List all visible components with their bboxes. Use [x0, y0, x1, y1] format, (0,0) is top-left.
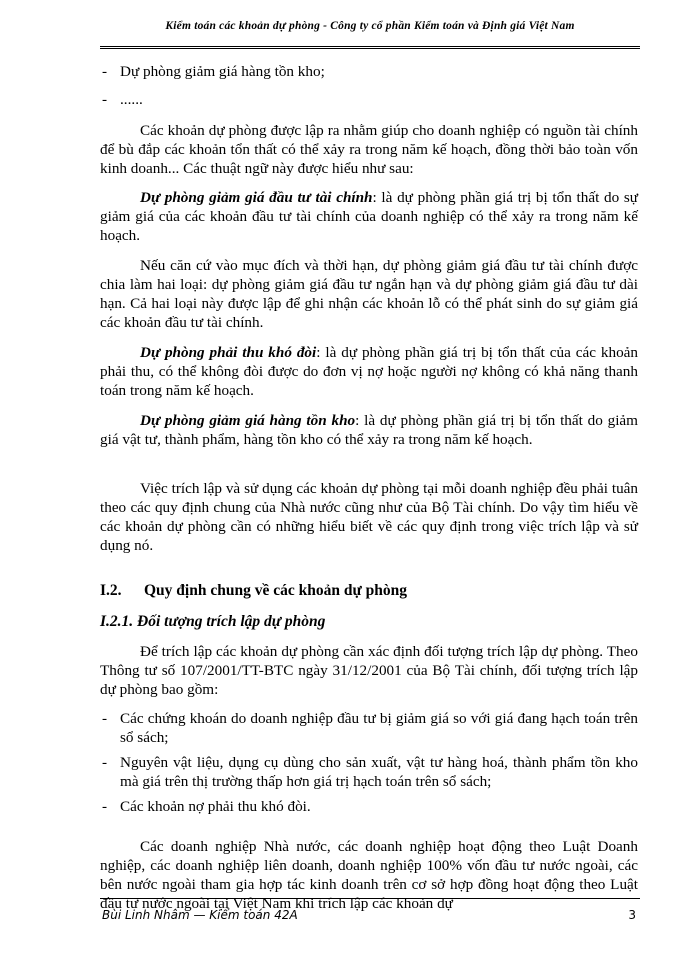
paragraph-usage: Việc trích lập và sử dụng các khoản dự phòng tại mỗi doanh nghiệp đều phải tuân theo các quy định chung của Nhà nước cũng như của Bộ Tài chính. Do vậy tìm hiểu về các khoản dự phòng cần có những hiểu biết về các quy định trong việc trích lập và sử dụng nó. [100, 480, 638, 554]
definition-text: : là dự phòng phần giá trị bị tổn thất của các khoản phải thu, có thể không đòi được do đơn vị nợ hoặc người nợ không có khả năng thanh toán trong năm kế hoạch. [100, 344, 638, 399]
list-item: - Các khoản nợ phải thu khó đòi. [100, 797, 638, 816]
definition-text: : là dự phòng phần giá trị bị tổn thất do sự giảm giá của các khoản đầu tư tài chính của doanh nghiệp có thể xảy ra trong năm kế hoạch. [100, 189, 639, 244]
term-inventory: Dự phòng giảm giá hàng tồn kho [140, 412, 356, 429]
paragraph-subjects: Để trích lập các khoản dự phòng cần xác định đối tượng trích lập dự phòng. Theo Thông tư số 107/2001/TT-BTC ngày 31/12/2001 của Bộ Tài chính, đối tượng trích lập dự phòng bao gồm: [100, 643, 638, 698]
definition-text: : là dự phòng phần giá trị bị tổn thất do giảm giá vật tư, thành phẩm, hàng tồn kho có thể xảy ra trong năm kế hoạch. [100, 412, 638, 448]
section-number: I.2. [100, 582, 122, 599]
term-investment: Dự phòng giảm giá đầu tư tài chính [140, 189, 373, 206]
list-item: - Các chứng khoán do doanh nghiệp đầu tư bị giảm giá so với giá đang hạch toán trên sổ sách; [100, 709, 638, 747]
page-footer [100, 898, 640, 923]
paragraph-last: Các doanh nghiệp Nhà nước, các doanh nghiệp hoạt động theo Luật Doanh nghiệp, các doanh nghiệp liên doanh, doanh nghiệp 100% vốn đầu tư nước ngoài, các bên nước ngoài tham gia hợp tác kinh doanh trên cơ sở hợp đồng hoạt động theo Luật đầu tư nước ngoài tại Việt Nam khi trích lập các khoản dự [100, 838, 638, 912]
subsection-heading: I.2.1. Đối tượng trích lập dự phòng [100, 613, 326, 630]
definition-investment [100, 188, 638, 245]
page-number: 3 [628, 908, 636, 922]
bullet-item: - ...... [100, 90, 638, 109]
footer-author: Bùi Linh Nhâm — Kiểm toán 42A [102, 908, 298, 922]
page-header [100, 12, 640, 49]
section-heading [100, 581, 638, 600]
bullet-item: - Dự phòng giảm giá hàng tồn kho; [100, 62, 638, 81]
paragraph-intro: Các khoản dự phòng được lập ra nhằm giúp cho doanh nghiệp có nguồn tài chính để bù đắp các khoản tổn thất có thể xảy ra trong năm kế hoạch, đồng thời bảo toàn vốn kinh doanh... Các thuật ngữ này được hiểu như sau: [100, 122, 638, 177]
page-body [100, 58, 638, 913]
paragraph-investment-types: Nếu căn cứ vào mục đích và thời hạn, dự phòng giảm giá đầu tư tài chính được chia làm hai loại: dự phòng giảm giá đầu tư ngắn hạn và dự phòng giảm giá đầu tư dài hạn. Cả hai loại này được lập để ghi nhận các khoản lỗ có thể phát sinh do sự giảm giá các khoản đầu tư tài chính. [100, 257, 638, 331]
definition-receivables [100, 343, 638, 400]
definition-inventory [100, 411, 638, 449]
list-item: - Nguyên vật liệu, dụng cụ dùng cho sản xuất, vật tư hàng hoá, thành phẩm tồn kho mà giá trên thị trường thấp hơn giá trị hạch toán trên sổ sách; [100, 753, 638, 791]
section-title: Quy định chung về các khoản dự phòng [144, 582, 407, 599]
term-receivables: Dự phòng phải thu khó đòi [140, 344, 317, 361]
running-title: Kiểm toán các khoản dự phòng - Công ty cổ phần Kiểm toán và Định giá Việt Nam [165, 20, 575, 32]
